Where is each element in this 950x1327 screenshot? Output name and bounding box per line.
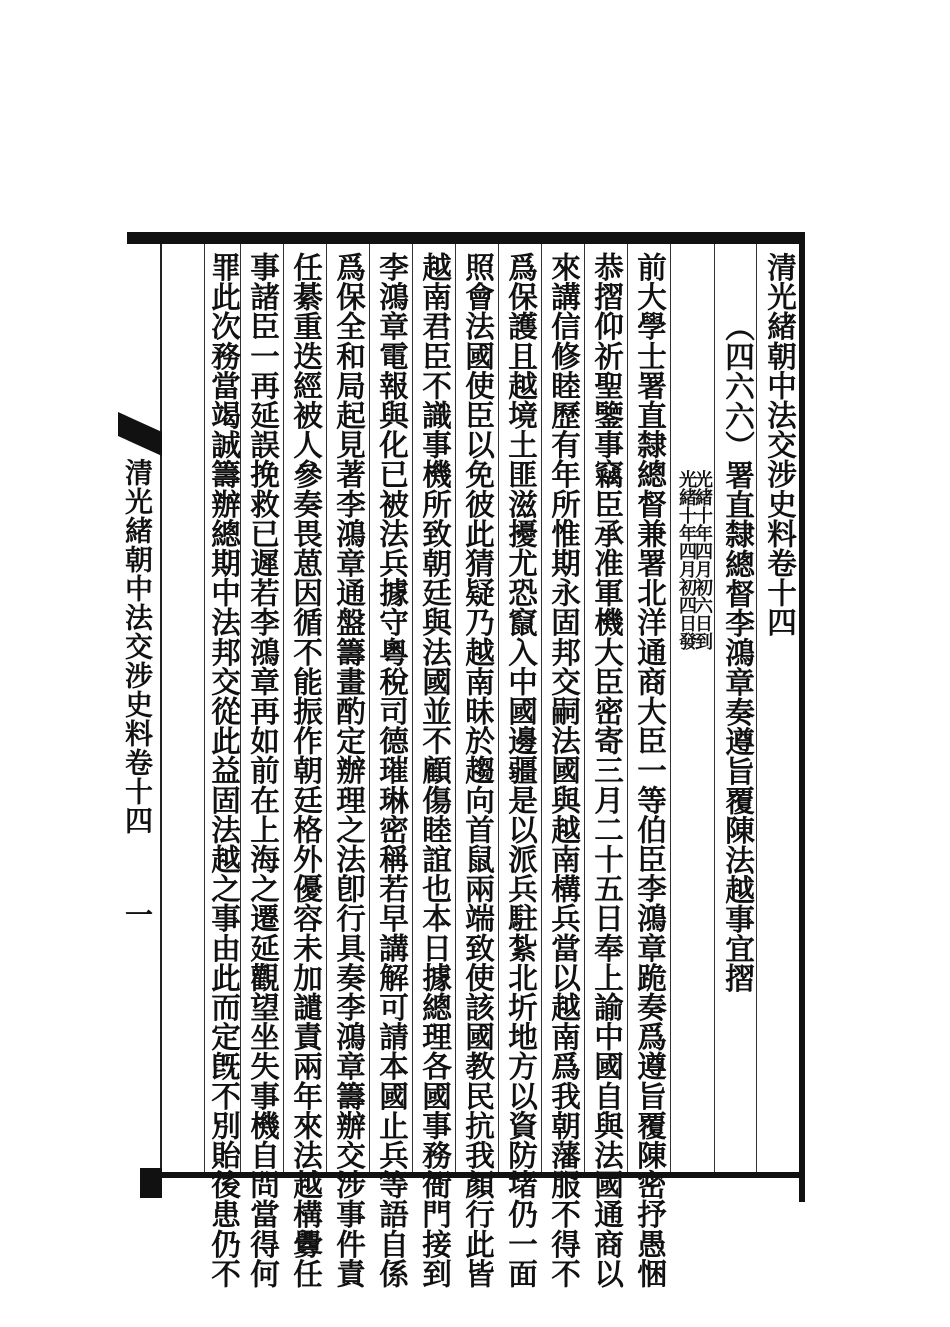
text-column: 李鴻章電報與化已被法兵據守粵稅司德璀琳密稱若早講解可請本國止兵等語自係	[375, 252, 410, 1288]
column-rule	[756, 244, 757, 1172]
margin-title: 清光緒朝中法交涉史料卷十四	[121, 458, 154, 835]
column-rule	[412, 244, 413, 1172]
column-rule	[541, 244, 542, 1172]
text-column: 爲保全和局起見著李鴻章通盤籌畫酌定辦理之法卽行具奏李鴻章籌辦交涉事件責	[332, 252, 367, 1288]
right-border	[799, 232, 805, 1202]
sent-date-note: 光緒十年四月初四日發	[676, 470, 697, 650]
text-column: 越南君臣不識事機所致朝廷與法國並不顧傷睦誼也本日據總理各國事務衙門接到	[418, 252, 453, 1288]
column-rule	[714, 244, 715, 1172]
left-border	[160, 244, 162, 1174]
column-rule	[326, 244, 327, 1172]
text-column: 恭摺仰祈聖鑒事竊臣承准軍機大臣密寄三月二十五日奉上諭中國自與法國通商以	[590, 252, 625, 1288]
text-column: 前大學士署直隸總督兼署北洋通商大臣一等伯臣李鴻章跪奏爲遵旨覆陳密抒愚悃	[633, 252, 668, 1288]
column-rule	[584, 244, 585, 1172]
column-rule	[204, 244, 205, 1172]
ink-blot	[140, 1168, 162, 1198]
text-column: 罪此次務當竭誠籌辦總期中法邦交從此益固法越之事由此而定旣不別貽後患仍不	[207, 252, 242, 1288]
column-rule	[283, 244, 284, 1172]
text-column: 任綦重迭經被人參奏畏葸因循不能振作朝廷格外優容未加譴責兩年來法越構釁任	[289, 252, 324, 1288]
fish-tail-mark-icon	[118, 412, 162, 456]
page-number: 一	[121, 900, 154, 928]
column-rule	[498, 244, 499, 1172]
text-column: 事諸臣一再延誤挽救已遲若李鴻章再如前在上海之遷延觀望坐失事機自問當得何	[246, 252, 281, 1288]
column-rule	[670, 244, 671, 1172]
column-rule	[369, 244, 370, 1172]
text-column: 照會法國使臣以免彼此猜疑乃越南昧於趨向首鼠兩端致使該國教民抗我顏行此皆	[461, 252, 496, 1288]
column-rule	[627, 244, 628, 1172]
received-date-note: 光緒十年四月初六日到	[692, 470, 713, 650]
text-column: 爲保護且越境土匪滋擾尤恐竄入中國邊疆是以派兵駐紮北圻地方以資防堵仍一面	[504, 252, 539, 1288]
column-rule	[455, 244, 456, 1172]
top-border	[127, 232, 805, 244]
document-heading: （四六六）署直隸總督李鴻章奏遵旨覆陳法越事宜摺	[721, 312, 756, 993]
text-column: 來講信修睦歷有年所惟期永固邦交嗣法國與越南構兵當以越南爲我朝藩服不得不	[547, 252, 582, 1288]
volume-title: 清光緒朝中法交涉史料卷十四	[763, 252, 798, 637]
